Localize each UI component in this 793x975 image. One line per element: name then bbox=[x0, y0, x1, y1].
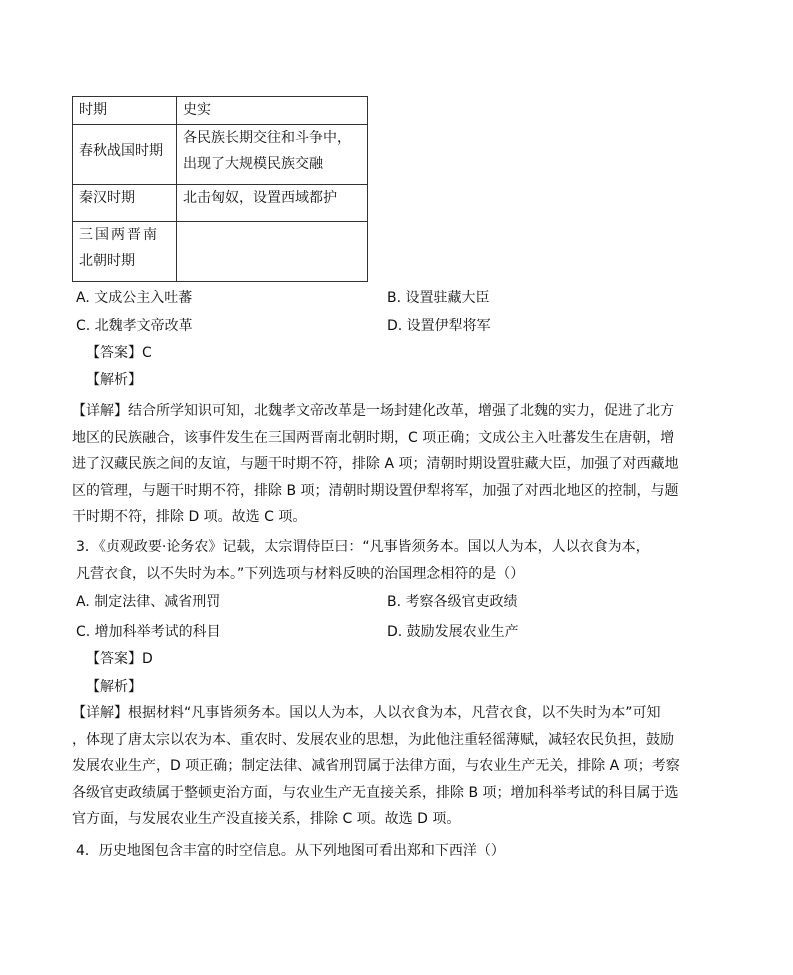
q3-option-a: A. 制定法律、减省刑罚 bbox=[76, 594, 221, 610]
detail-line: ，体现了唐太宗以农为本、重农时、发展农业的思想，为此他注重轻徭薄赋，减轻农民负担，鼓励 bbox=[72, 731, 674, 748]
table-row bbox=[73, 185, 368, 222]
table-header-period: 时期 bbox=[73, 97, 177, 125]
detail-line: 官方面，与发展农业生产没直接关系，排除 C 项。故选 D 项。 bbox=[72, 811, 461, 827]
table-cell-fact bbox=[177, 125, 368, 185]
q2-analysis-label: 【解析】 bbox=[86, 372, 142, 388]
detail-line: 进了汉藏民族之间的友谊，与题干时期不符，排除 A 项；清朝时期设置驻藏大臣，加强了对西藏地 bbox=[72, 456, 679, 472]
detail-line: 地区的民族融合，该事件发生在三国两晋南北朝时期，C 项正确；文成公主入吐蕃发生在唐朝，增 bbox=[72, 429, 675, 446]
table-cell-fact: 北击匈奴，设置西域都护 bbox=[177, 185, 368, 222]
table-cell-period: 春秋战国时期 bbox=[73, 125, 177, 185]
q3-answer: 【答案】D bbox=[86, 651, 153, 667]
detail-line: 【详解】结合所学知识可知，北魏孝文帝改革是一场封建化改革，增强了北魏的实力，促进了北方 bbox=[72, 403, 674, 419]
stem-line: 凡营衣食，以不失时为本。”下列选项与材料反映的治国理念相符的是（） bbox=[76, 565, 525, 582]
table-cell-fact-empty bbox=[177, 222, 368, 282]
period-line: 北朝时期 bbox=[79, 253, 135, 269]
table-cell-period bbox=[73, 222, 177, 282]
detail-line: 区的管理，与题干时期不符，排除 B 项；清朝时期设置伊犁将军，加强了对西北地区的控制，与题 bbox=[72, 482, 679, 499]
q2-detail bbox=[72, 398, 722, 531]
q2-answer: 【答案】C bbox=[86, 345, 152, 361]
stem-line: 3．《贞观政要·论务农》记载，太宗谓侍臣曰：“凡事皆须务本。国以人为本，人以衣食为本， bbox=[76, 539, 650, 555]
table-cell-period: 秦汉时期 bbox=[73, 185, 177, 222]
q3-option-b: B. 考察各级官吏政绩 bbox=[387, 594, 518, 610]
q4-stem: 4．历史地图包含丰富的时空信息。从下列地图可看出郑和下西洋（） bbox=[76, 843, 505, 859]
q3-analysis-label: 【解析】 bbox=[86, 679, 142, 695]
table-header-row bbox=[73, 97, 368, 125]
q3-option-d: D. 鼓励发展农业生产 bbox=[387, 624, 519, 640]
q2-option-a: A. 文成公主入吐蕃 bbox=[76, 290, 193, 306]
q3-option-c: C. 增加科举考试的科目 bbox=[76, 624, 221, 640]
q3-stem bbox=[76, 534, 726, 587]
period-line: 三国两晋南 bbox=[79, 227, 159, 243]
table-row bbox=[73, 222, 368, 282]
detail-line: 各级官吏政绩属于整顿吏治方面，与农业生产无直接关系，排除 B 项；增加科举考试的科目属于选 bbox=[72, 784, 679, 801]
detail-line: 干时期不符，排除 D 项。故选 C 项。 bbox=[72, 509, 307, 525]
detail-line: 【详解】根据材料“凡事皆须务本。国以人为本，人以衣食为本，凡营衣食，以不失时为本”可知 bbox=[72, 705, 661, 721]
table-header-fact: 史实 bbox=[177, 97, 368, 125]
table-row bbox=[73, 125, 368, 185]
q2-option-c: C. 北魏孝文帝改革 bbox=[76, 318, 193, 334]
q2-option-d: D. 设置伊犁将军 bbox=[387, 318, 491, 334]
detail-line: 发展农业生产，D 项正确；制定法律、减省刑罚属于法律方面，与农业生产无关，排除 A 项；考察 bbox=[72, 758, 680, 774]
fact-line: 出现了大规模民族交融 bbox=[183, 156, 323, 172]
q3-detail bbox=[72, 700, 722, 833]
q2-option-b: B. 设置驻藏大臣 bbox=[387, 290, 490, 306]
fact-line: 各民族长期交往和斗争中， bbox=[183, 130, 351, 146]
history-table bbox=[72, 96, 368, 282]
